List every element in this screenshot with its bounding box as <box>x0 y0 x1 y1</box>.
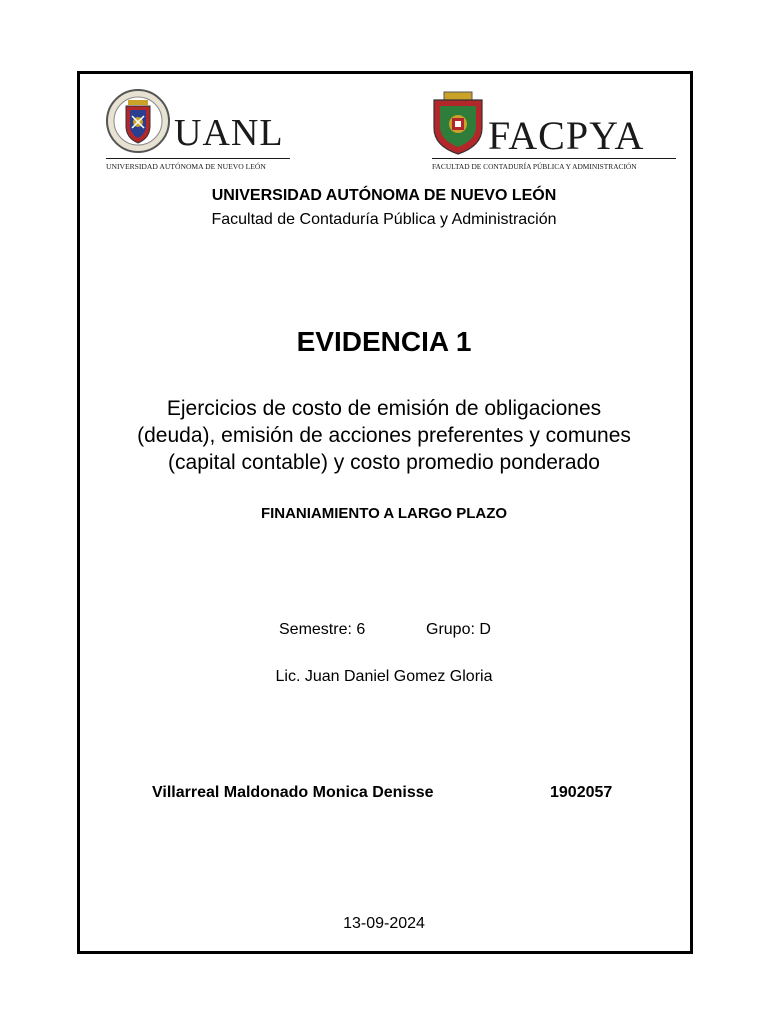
description-line-2: (deuda), emisión de acciones preferentes y comunes <box>137 424 631 447</box>
uanl-logo <box>104 88 294 176</box>
group: Grupo: D <box>426 621 491 638</box>
professor-name: Lic. Juan Daniel Gomez Gloria <box>275 668 493 685</box>
page-title: EVIDENCIA 1 <box>296 326 472 357</box>
facpya-crest-icon <box>430 90 486 156</box>
course-name: FINANIAMIENTO A LARGO PLAZO <box>260 505 508 522</box>
description-line-3: (capital contable) y costo promedio ponderado <box>168 451 600 474</box>
facpya-subtitle: FACULTAD DE CONTADURÍA PÚBLICA Y ADMINISTRACIÓN <box>432 158 676 171</box>
student-id: 1902057 <box>550 784 613 801</box>
semester: Semestre: 6 <box>279 621 366 638</box>
university-name: UNIVERSIDAD AUTÓNOMA DE NUEVO LEÓN <box>211 187 557 204</box>
description-line-1: Ejercicios de costo de emisión de obligaciones <box>166 397 602 420</box>
student-name: Villarreal Maldonado Monica Denisse <box>152 784 434 801</box>
facpya-wordmark: FACPYA <box>488 113 645 158</box>
assignment-description <box>0 395 768 476</box>
uanl-subtitle: UNIVERSIDAD AUTÓNOMA DE NUEVO LEÓN <box>106 158 290 171</box>
uanl-crest-icon <box>104 88 172 154</box>
date: 13-09-2024 <box>343 915 425 932</box>
faculty-name: Facultad de Contaduría Pública y Administración <box>211 211 557 228</box>
facpya-logo <box>430 90 678 176</box>
uanl-wordmark: UANL <box>174 112 284 154</box>
